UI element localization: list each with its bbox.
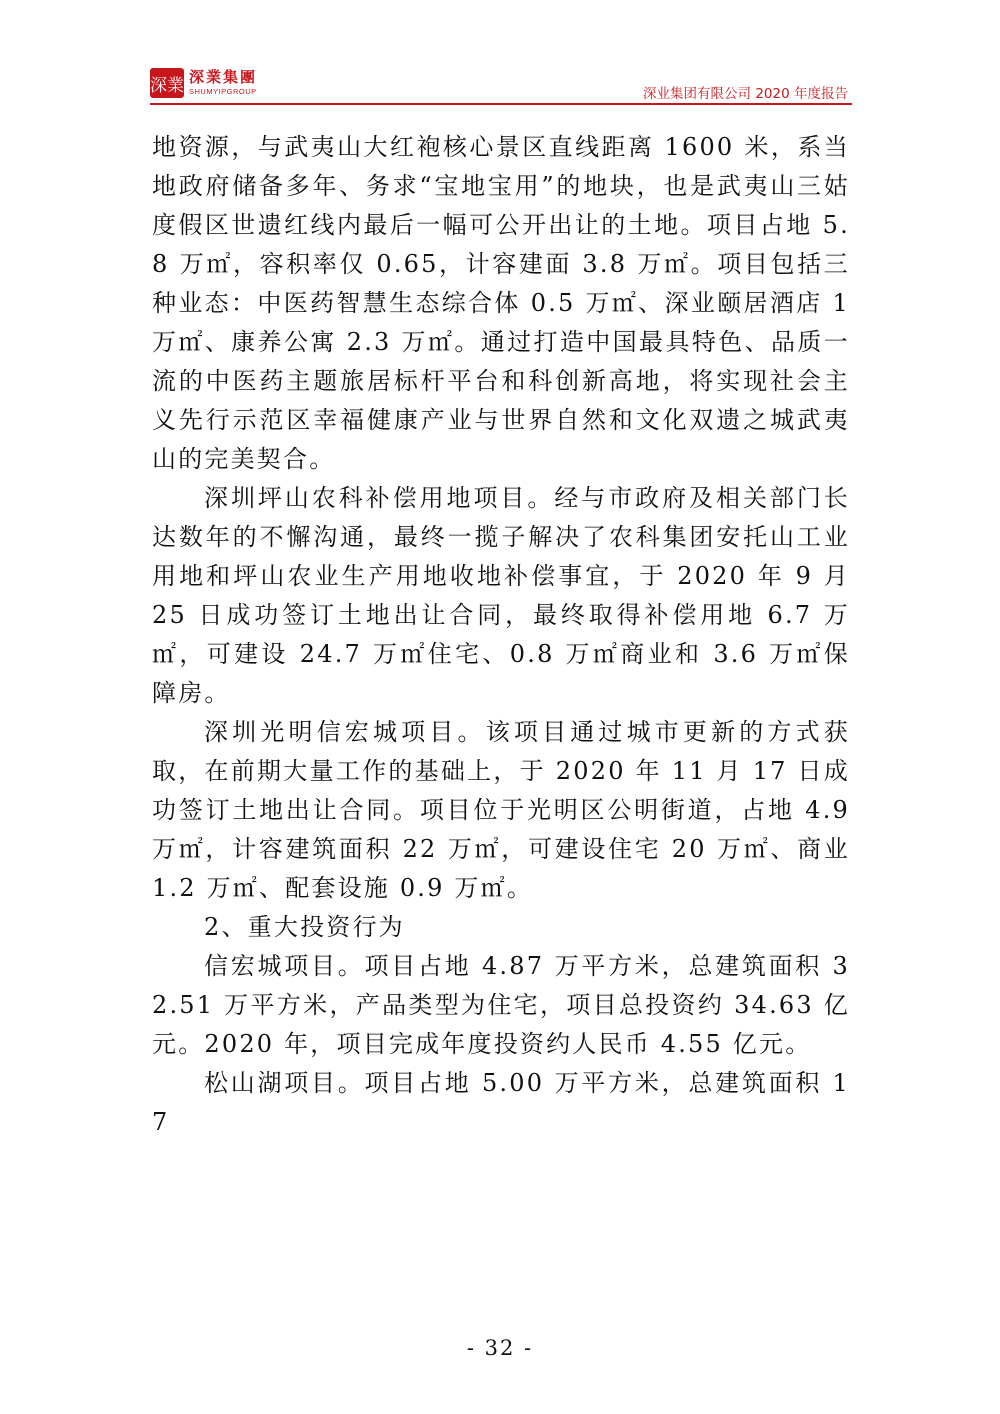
- logo-wordmark: [189, 70, 257, 96]
- logo-english-name: SHUMYIPGROUP: [189, 87, 257, 97]
- page-header: [150, 68, 850, 104]
- logo-chinese-name: 深業集團: [189, 68, 258, 87]
- paragraph-wuyishan-project: 地资源，与武夷山大红袍核心景区直线距离 1600 米，系当地政府储备多年、务求“宝地宝用”的地块，也是武夷山三姑度假区世遗红线内最后一幅可公开出让的土地。项目占地 5.8 万㎡，容积率仅 0.65，计容建面 3.8 万㎡。项目包括三种业态：中医药智慧生态综合体 0.5 万㎡、深业颐居酒店 1 万㎡、康养公寓 2.3 万㎡。通过打造中国最具特色、品质一流的中医药主题旅居标杆平台和科创新高地，将实现社会主义先行示范区幸福健康产业与世界自然和文化双遗之城武夷山的完美契合。: [152, 133, 850, 473]
- page-number: - 32 -: [466, 1336, 534, 1360]
- section-heading-major-investment: 2、重大投资行为: [204, 913, 405, 941]
- paragraph-xinhongcheng-investment: 信宏城项目。项目占地 4.87 万平方米，总建筑面积 32.51 万平方米，产品类型为住宅，项目总投资约 34.63 亿元。2020 年，项目完成年度投资约人民币 4.55 亿元。: [152, 952, 850, 1058]
- logo-seal-icon: 深業: [150, 68, 184, 98]
- paragraph-songshanhu-project: 松山湖项目。项目占地 5.00 万平方米，总建筑面积 17: [152, 1069, 850, 1136]
- body-text: [152, 128, 850, 1142]
- paragraph-guangming-project: 深圳光明信宏城项目。该项目通过城市更新的方式获取，在前期大量工作的基础上，于 2020 年 11 月 17 日成功签订土地出让合同。项目位于光明区公明街道，占地 4.9 万㎡，计容建筑面积 22 万㎡，可建设住宅 20 万㎡、商业 1.2 万㎡、配套设施 0.9 万㎡。: [152, 718, 850, 902]
- header-divider: [150, 103, 852, 105]
- report-title: 深业集团有限公司 2020 年度报告: [643, 86, 848, 102]
- paragraph-pingshan-project: 深圳坪山农科补偿用地项目。经与市政府及相关部门长达数年的不懈沟通，最终一揽子解决了农科集团安托山工业用地和坪山农业生产用地收地补偿事宜，于 2020 年 9 月 25 日成功签订土地出让合同，最终取得补偿用地 6.7 万㎡，可建设 24.7 万㎡住宅、0.8 万㎡商业和 3.6 万㎡保障房。: [152, 484, 850, 707]
- company-logo: [150, 68, 257, 98]
